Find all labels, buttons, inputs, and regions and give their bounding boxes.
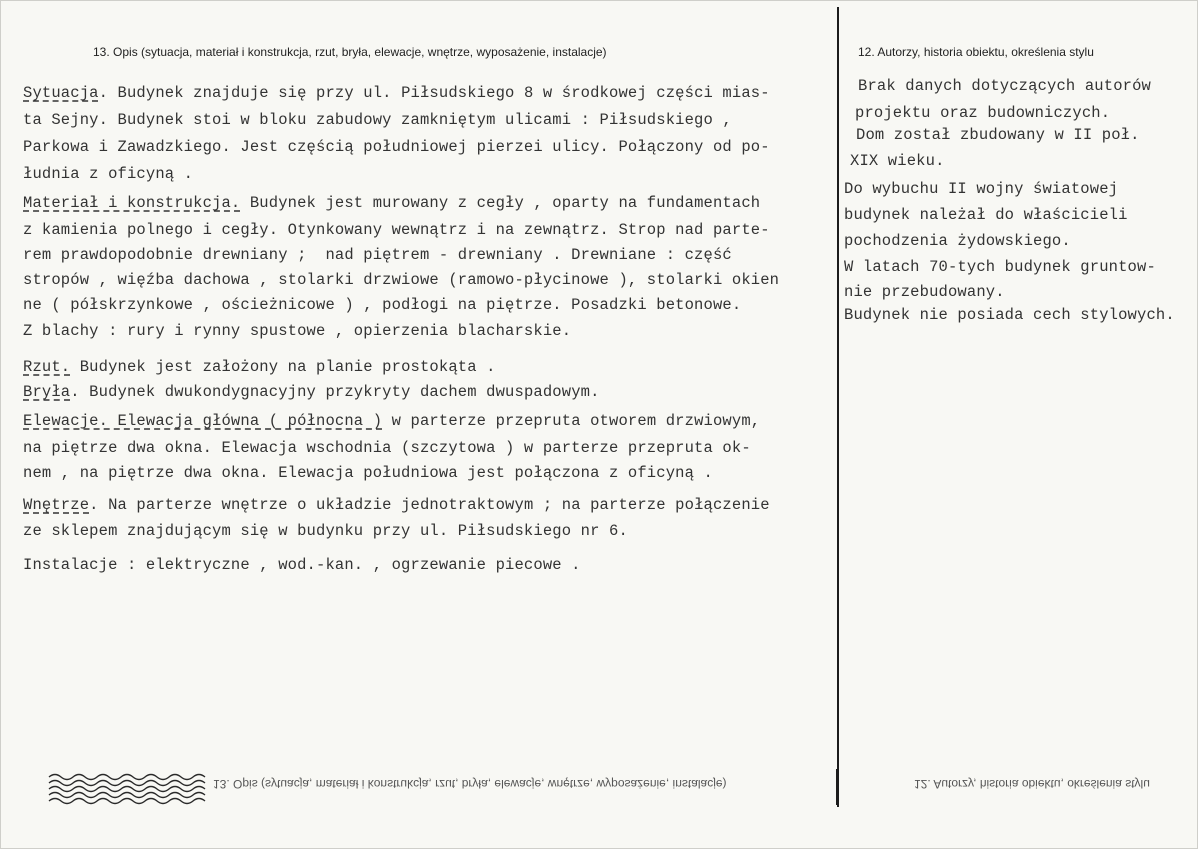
- text-line: Parkowa i Zawadzkiego. Jest częścią południowej pierzei ulicy. Połączony od po-: [23, 138, 770, 156]
- text-line: nem , na piętrze dwa okna. Elewacja południowa jest połączona z oficyną .: [23, 464, 713, 482]
- text-line: Brak danych dotyczących autorów: [858, 77, 1151, 95]
- text-line: łudnia z oficyną .: [23, 165, 194, 183]
- column-divider: [837, 7, 839, 807]
- text-line: Elewacje. Elewacja główna ( północna ) w parterze przepruta otworem drzwiowym,: [23, 412, 761, 430]
- text-line: ne ( półskrzynkowe , ościeżnicowe ) , podłogi na piętrze. Posadzki betonowe.: [23, 296, 742, 314]
- text-line: nie przebudowany.: [844, 283, 1005, 301]
- text-line: rem prawdopodobnie drewniany ; nad piętrem - drewniany . Drewniane : część: [23, 246, 732, 264]
- text-line: budynek należał do właścicieli: [844, 206, 1128, 224]
- text-line: Dom został zbudowany w II poł.: [856, 126, 1140, 144]
- text-line: Rzut. Budynek jest założony na planie prostokąta .: [23, 358, 496, 376]
- text-line: z kamienia polnego i cegły. Otynkowany wewnątrz i na zewnątrz. Strop nad parte-: [23, 221, 770, 239]
- text-line: XIX wieku.: [850, 152, 945, 170]
- text-line: Budynek nie posiada cech stylowych.: [844, 306, 1175, 324]
- section-12-header: 12. Autorzy, historia obiektu, określenia stylu: [858, 45, 1094, 59]
- text-line: Z blachy : rury i rynny spustowe , opierzenia blacharskie.: [23, 322, 572, 340]
- mirrored-header-right: 12. Autorzy, historia obiektu, określenia stylu: [914, 777, 1150, 791]
- text-line: stropów , więźba dachowa , stolarki drzwiowe (ramowo-płycinowe ), stolarki okien: [23, 271, 780, 289]
- section-13-header: 13. Opis (sytuacja, materiał i konstrukcja, rzut, bryła, elewacje, wnętrze, wyposażenie, instalacje): [93, 45, 607, 59]
- text-line: Bryła. Budynek dwukondygnacyjny przykryty dachem dwuspadowym.: [23, 383, 600, 401]
- text-line: ta Sejny. Budynek stoi w bloku zabudowy zamkniętym ulicami : Piłsudskiego ,: [23, 111, 732, 129]
- text-line: pochodzenia żydowskiego.: [844, 232, 1071, 250]
- text-line: ze sklepem znajdującym się w budynku przy ul. Piłsudskiego nr 6.: [23, 522, 628, 540]
- text-line: projektu oraz budowniczych.: [855, 104, 1111, 122]
- text-line: Sytuacja. Budynek znajduje się przy ul. Piłsudskiego 8 w środkowej części mias-: [23, 84, 770, 102]
- text-line: Instalacje : elektryczne , wod.-kan. , ogrzewanie piecowe .: [23, 556, 581, 574]
- mirrored-header-left: 13. Opis (sytuacja, materiał i konstrukcja, rzut, bryła, elewacje, wnętrze, wyposażenie, instalacje): [213, 777, 727, 791]
- text-line: Materiał i konstrukcja. Budynek jest murowany z cegły , oparty na fundamentach: [23, 194, 761, 212]
- text-line: Wnętrze. Na parterze wnętrze o układzie jednotraktowym ; na parterze połączenie: [23, 496, 770, 514]
- text-line: W latach 70-tych budynek gruntow-: [844, 258, 1156, 276]
- text-line: na piętrze dwa okna. Elewacja wschodnia (szczytowa ) w parterze przepruta ok-: [23, 439, 751, 457]
- text-line: Do wybuchu II wojny światowej: [844, 180, 1119, 198]
